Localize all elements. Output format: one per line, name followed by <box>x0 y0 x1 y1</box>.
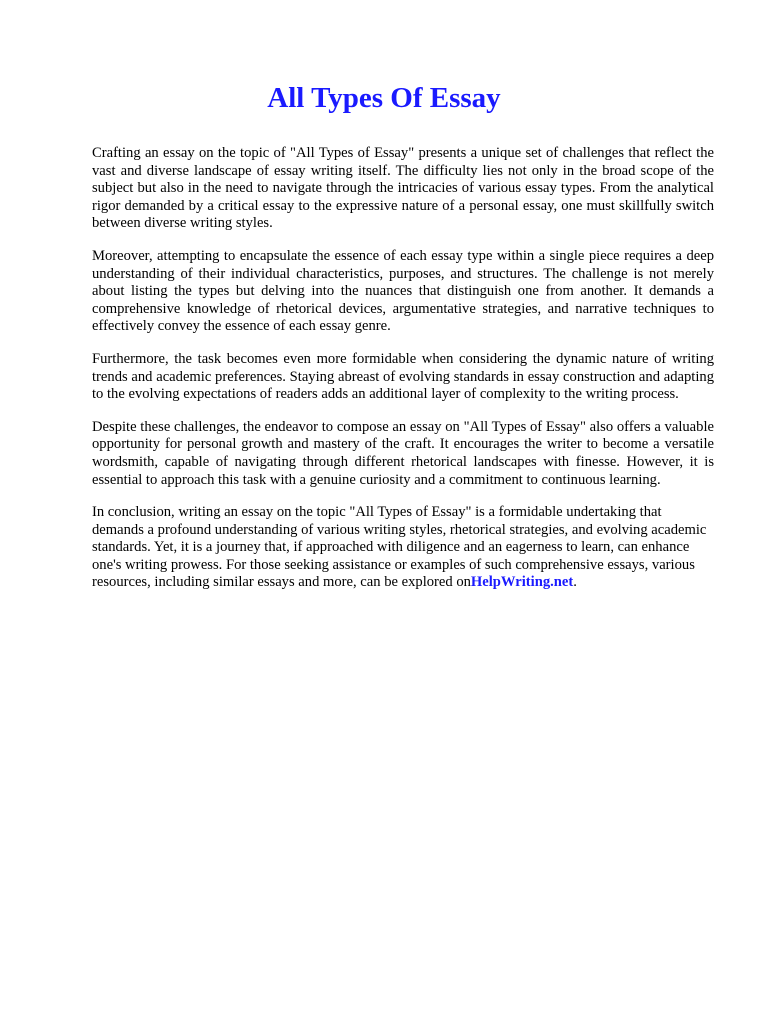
document-title: All Types Of Essay <box>267 82 501 114</box>
paragraph-conclusion <box>92 504 714 592</box>
paragraph-4: Despite these challenges, the endeavor to compose an essay on "All Types of Essay" also offers a valuable opportunity for personal growth and mastery of the craft. It encourages the writer to become a versatile wordsmith, capable of navigating through different rhetorical landscapes with finesse. However, it is essential to approach this task with a genuine curiosity and a commitment to continuous learning. <box>92 418 714 488</box>
paragraph-2: Moreover, attempting to encapsulate the essence of each essay type within a single piece requires a deep understanding of their individual characteristics, purposes, and structures. The challenge is not merely about listing the types but delving into the nuances that distinguish one from another. It demands a comprehensive knowledge of rhetorical devices, argumentative strategies, and narrative techniques to effectively convey the essence of each essay genre. <box>92 247 714 335</box>
paragraph-3: Furthermore, the task becomes even more formidable when considering the dynamic nature of writing trends and academic preferences. Staying abreast of evolving standards in essay construction and adapting to the evolving expectations of readers adds an additional layer of complexity to the writing process. <box>92 350 714 403</box>
conclusion-text: In conclusion, writing an essay on the topic "All Types of Essay" is a formidable undertaking that demands a profound understanding of various writing styles, rhetorical strategies, and evolving academic standards. Yet, it is a journey that, if approached with diligence and an eagerness to learn, can enhance one's writing prowess. For those seeking assistance or examples of such comprehensive essays, various resources, including similar essays and more, can be explored on <box>92 504 707 591</box>
helpwriting-link[interactable]: HelpWriting.net <box>470 574 574 591</box>
document-body <box>92 145 714 607</box>
conclusion-period: . <box>573 574 577 591</box>
paragraph-1: Crafting an essay on the topic of "All Types of Essay" presents a unique set of challenges that reflect the vast and diverse landscape of essay writing itself. The difficulty lies not only in the broad scope of the subject but also in the need to navigate through the intricacies of various essay types. From the analytical rigor demanded by a critical essay to the expressive nature of a personal essay, one must skillfully switch between diverse writing styles. <box>92 145 714 232</box>
